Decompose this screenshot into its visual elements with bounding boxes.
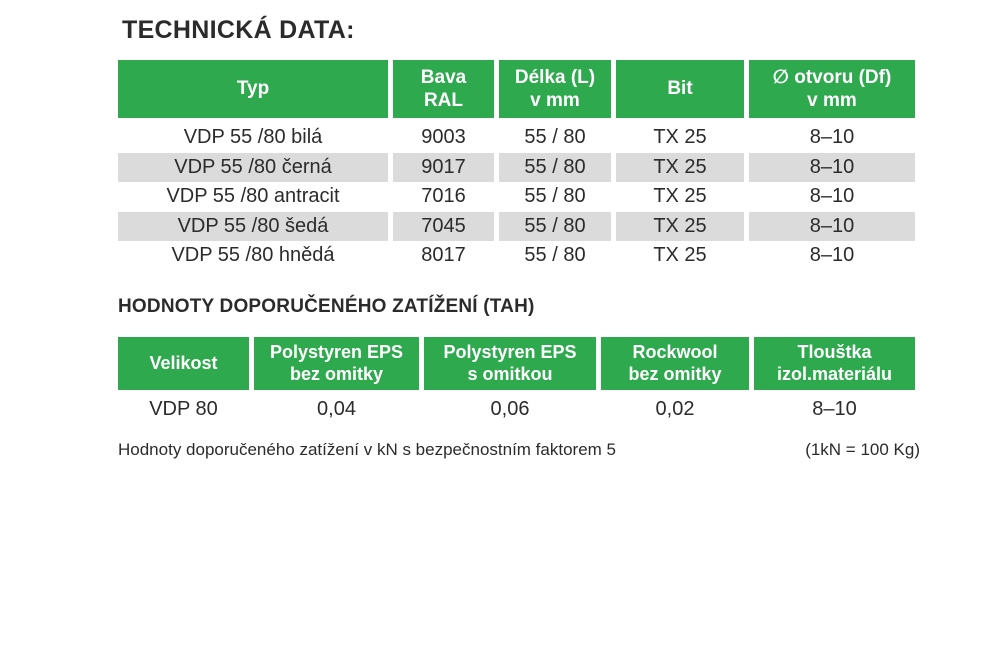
cell-eps-s-omitkou: 0,06 (424, 394, 596, 425)
cell-bit: TX 25 (616, 241, 744, 271)
footnote-right: (1kN = 100 Kg) (805, 440, 920, 459)
table-row (118, 153, 915, 183)
table1-header-bava-ral: Bava RAL (393, 60, 494, 118)
table1-header-row (118, 60, 915, 118)
cell-bit: TX 25 (616, 182, 744, 212)
table2-header-eps-s-omitkou: Polystyren EPS s omitkou (424, 337, 596, 390)
table2-header-velikost: Velikost (118, 337, 249, 390)
cell-rockwool: 0,02 (601, 394, 749, 425)
table-row (118, 123, 915, 153)
cell-typ: VDP 55 /80 šedá (118, 212, 388, 242)
cell-bit: TX 25 (616, 123, 744, 153)
table1-header-otvoru: ∅ otvoru (Df) v mm (749, 60, 915, 118)
cell-ral: 9017 (393, 153, 494, 183)
table2-header-row (118, 337, 915, 390)
table-row (118, 241, 915, 271)
cell-otvoru: 8–10 (749, 153, 915, 183)
cell-tloustka: 8–10 (754, 394, 915, 425)
table2-body (118, 394, 915, 425)
cell-delka: 55 / 80 (499, 241, 611, 271)
table1-body (118, 123, 915, 271)
table2-header-tloustka: Tlouštka izol.materiálu (754, 337, 915, 390)
table-row (118, 212, 915, 242)
footnotes (118, 440, 920, 460)
cell-bit: TX 25 (616, 212, 744, 242)
cell-otvoru: 8–10 (749, 182, 915, 212)
cell-delka: 55 / 80 (499, 153, 611, 183)
cell-otvoru: 8–10 (749, 123, 915, 153)
table1-header-delka: Délka (L) v mm (499, 60, 611, 118)
table1-header-typ: Typ (118, 60, 388, 118)
cell-otvoru: 8–10 (749, 212, 915, 242)
section1-title: TECHNICKÁ DATA: (122, 16, 355, 44)
cell-ral: 7045 (393, 212, 494, 242)
cell-typ: VDP 55 /80 černá (118, 153, 388, 183)
table2-header-eps-bez-omitky: Polystyren EPS bez omitky (254, 337, 419, 390)
cell-delka: 55 / 80 (499, 212, 611, 242)
cell-eps-bez-omitky: 0,04 (254, 394, 419, 425)
cell-ral: 7016 (393, 182, 494, 212)
table1-header-bit: Bit (616, 60, 744, 118)
cell-delka: 55 / 80 (499, 123, 611, 153)
table-row (118, 394, 915, 425)
cell-delka: 55 / 80 (499, 182, 611, 212)
cell-bit: TX 25 (616, 153, 744, 183)
section2-title: HODNOTY DOPORUČENÉHO ZATÍŽENÍ (TAH) (118, 296, 535, 317)
table2-header-rockwool: Rockwool bez omitky (601, 337, 749, 390)
table-row (118, 182, 915, 212)
cell-ral: 8017 (393, 241, 494, 271)
technical-data-table (118, 60, 915, 271)
cell-ral: 9003 (393, 123, 494, 153)
cell-typ: VDP 55 /80 bilá (118, 123, 388, 153)
cell-velikost: VDP 80 (118, 394, 249, 425)
footnote-left: Hodnoty doporučeného zatížení v kN s bezpečnostním faktorem 5 (118, 440, 616, 459)
cell-otvoru: 8–10 (749, 241, 915, 271)
cell-typ: VDP 55 /80 hnědá (118, 241, 388, 271)
cell-typ: VDP 55 /80 antracit (118, 182, 388, 212)
load-values-table (118, 337, 915, 425)
